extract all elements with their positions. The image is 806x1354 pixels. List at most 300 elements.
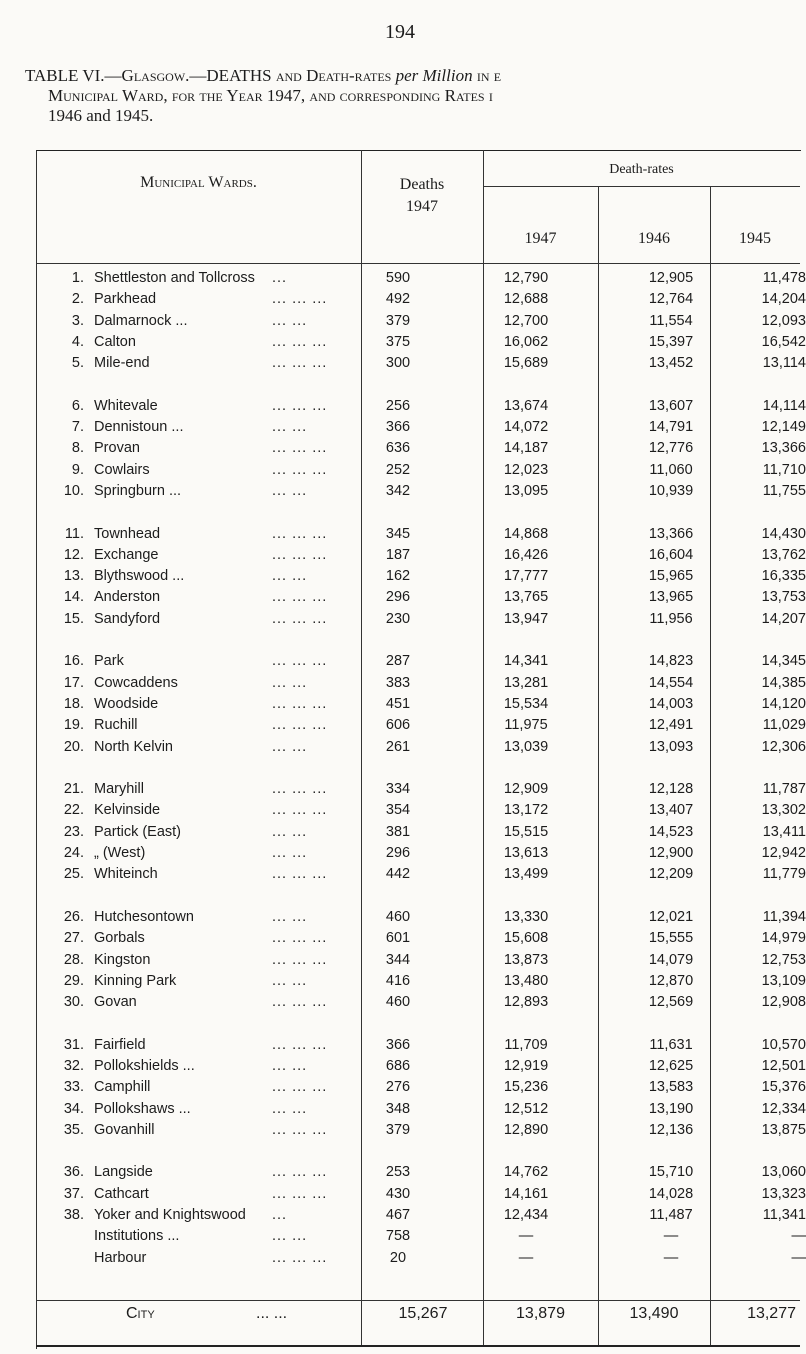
rate-1945: 14,385 <box>761 674 806 691</box>
table-row <box>36 524 806 545</box>
deaths-1947: 467 <box>385 1207 411 1224</box>
header-rule <box>36 263 800 264</box>
ward-name <box>50 717 370 733</box>
rate-1947: 17,777 <box>503 568 549 585</box>
table-row <box>36 609 806 630</box>
ward-number: 36. <box>63 1164 84 1181</box>
rate-1947: 14,187 <box>503 440 549 457</box>
ward-number: 4. <box>71 333 84 350</box>
rate-1945: 13,366 <box>761 440 806 457</box>
header-deaths-year: 1947 <box>406 198 438 215</box>
ward-label: Provan <box>94 440 140 457</box>
ward-name <box>50 973 370 989</box>
ward-name <box>50 1207 370 1223</box>
rate-1946: 15,965 <box>648 568 694 585</box>
leader-dots: ... ... ... <box>272 355 328 372</box>
table-row <box>36 460 806 481</box>
deaths-1947: 636 <box>385 440 411 457</box>
leader-dots: ... ... <box>272 972 308 989</box>
rate-1947: 12,700 <box>503 312 549 329</box>
leader-dots: ... ... <box>272 674 308 691</box>
ward-label: Ruchill <box>94 717 138 734</box>
rate-1945: 11,787 <box>762 781 806 798</box>
table-row <box>36 779 806 800</box>
rate-1946: 11,956 <box>649 610 693 627</box>
ward-number: 37. <box>63 1185 84 1202</box>
ward-number: 24. <box>63 845 84 862</box>
rate-1945: 13,302 <box>761 802 806 819</box>
ward-number: 11. <box>64 525 84 542</box>
leader-dots: ... ... ... <box>272 397 328 414</box>
rate-1947: 12,909 <box>503 781 549 798</box>
rate-1947: — <box>518 1249 534 1266</box>
leader-dots: ... ... ... <box>272 1079 328 1096</box>
ward-name <box>50 930 370 946</box>
title-line-1: TABLE VI.—Glasgow.—DEATHS and Death-rates per Million in e <box>25 66 502 85</box>
leader-dots: ... ... ... <box>272 695 328 712</box>
rate-1947: 12,890 <box>503 1121 549 1138</box>
ward-number: 16. <box>63 653 84 670</box>
ward-label: Harbour <box>94 1249 147 1266</box>
table-row <box>36 822 806 843</box>
ward-label: Institutions ... <box>94 1228 180 1245</box>
table-row <box>36 1226 806 1247</box>
ward-label: Townhead <box>94 525 161 542</box>
ward-name <box>50 547 370 563</box>
deaths-1947: 375 <box>385 333 411 350</box>
leader-dots: ... ... ... <box>272 461 328 478</box>
ward-name <box>50 270 370 286</box>
rate-1945: 15,376 <box>761 1079 806 1096</box>
rate-1947: 13,095 <box>503 482 549 499</box>
rate-1945: 16,335 <box>761 568 806 585</box>
ward-number: 10. <box>63 482 84 499</box>
rate-1946: 14,823 <box>648 653 694 670</box>
deaths-1947: 430 <box>385 1185 411 1202</box>
ward-label: Shettleston and Tollcross <box>94 270 255 286</box>
deaths-1947: 379 <box>385 1121 411 1138</box>
table-row <box>36 481 806 502</box>
ward-label: Gorbals <box>94 930 145 947</box>
deaths-1947: 758 <box>385 1228 411 1245</box>
title-line-3: 1946 and 1945. <box>48 106 154 125</box>
table-row <box>36 907 806 928</box>
rates-group-rule <box>483 186 800 187</box>
deaths-1947: 287 <box>385 653 411 670</box>
leader-dots: ... ... ... <box>272 951 328 968</box>
ward-number: 19. <box>63 717 84 734</box>
total-deaths: 15,267 <box>398 1305 448 1322</box>
ward-number: 30. <box>63 994 84 1011</box>
rate-1946: 12,900 <box>648 845 694 862</box>
rate-1946: 11,060 <box>649 461 693 478</box>
rate-1946: 15,397 <box>648 333 694 350</box>
ward-number: 28. <box>63 951 84 968</box>
ward-label: „ (West) <box>94 845 146 862</box>
deaths-1947: 334 <box>385 781 411 798</box>
rate-1947: 15,534 <box>503 695 549 712</box>
total-rate-1947: 13,879 <box>516 1305 565 1322</box>
ward-number: 17. <box>63 674 84 691</box>
ward-number: 13. <box>63 568 84 585</box>
rate-1945: 11,029 <box>762 717 806 734</box>
rate-1945: 14,345 <box>761 653 806 670</box>
leader-dots: ... ... ... <box>272 1249 328 1266</box>
ward-name <box>50 1228 370 1244</box>
table-row <box>36 928 806 949</box>
rate-1945: 14,204 <box>761 291 806 308</box>
rate-1947: 13,330 <box>503 908 549 925</box>
rate-1945: 13,762 <box>761 546 806 563</box>
rate-1947: 12,512 <box>503 1100 549 1117</box>
deaths-1947: 451 <box>385 695 411 712</box>
ward-number: 33. <box>63 1079 84 1096</box>
leader-dots: ... ... ... <box>272 781 328 798</box>
ward-name <box>50 334 370 350</box>
table-row <box>36 1184 806 1205</box>
rate-1946: 14,028 <box>648 1185 694 1202</box>
rate-1946: 13,190 <box>648 1100 694 1117</box>
rate-1946: 13,366 <box>648 525 694 542</box>
rate-1945: 13,411 <box>762 823 806 840</box>
deaths-1947: 460 <box>385 994 411 1011</box>
page-number: 194 <box>385 21 415 43</box>
ward-number: 23. <box>63 823 84 840</box>
rate-1946: 13,607 <box>648 397 694 414</box>
rate-1947: 12,688 <box>503 291 549 308</box>
bottom-rule <box>36 1345 800 1347</box>
rate-1945: 13,323 <box>761 1185 806 1202</box>
ward-label: Cathcart <box>94 1185 149 1202</box>
rate-1946: 13,093 <box>648 738 694 755</box>
ward-label: Maryhill <box>94 781 144 798</box>
table-row <box>36 545 806 566</box>
rate-1946: 16,604 <box>648 546 694 563</box>
rate-1947: 13,765 <box>503 589 549 606</box>
leader-dots: ... ... <box>272 1228 308 1245</box>
ward-name <box>50 526 370 542</box>
ward-name <box>50 483 370 499</box>
ward-name <box>50 824 370 840</box>
table-row <box>36 1162 806 1183</box>
rate-1947: 13,480 <box>503 972 549 989</box>
table-row <box>36 651 806 672</box>
table-row <box>36 1035 806 1056</box>
rate-1946: 15,710 <box>648 1164 694 1181</box>
header-deaths: Deaths <box>399 176 445 193</box>
leader-dots: ... ... <box>272 419 308 436</box>
ward-number: 25. <box>63 866 84 883</box>
rate-1946: 12,870 <box>648 972 694 989</box>
ward-label: Dalmarnock ... <box>94 312 188 329</box>
deaths-1947: 460 <box>385 908 411 925</box>
deaths-1947: 442 <box>385 866 411 883</box>
table-row <box>36 396 806 417</box>
rate-1945: 11,710 <box>762 461 806 478</box>
leader-dots: ... ... <box>272 482 308 499</box>
ward-number: 1. <box>71 270 84 286</box>
ward-name <box>50 653 370 669</box>
ward-name <box>50 1186 370 1202</box>
ward-number: 2. <box>71 291 84 308</box>
ward-name <box>50 398 370 414</box>
ward-label: Kelvinside <box>94 802 161 819</box>
ward-number: 6. <box>71 397 84 414</box>
ward-label: Park <box>94 653 124 670</box>
leader-dots: ... ... ... <box>272 994 328 1011</box>
rate-1946: 11,631 <box>649 1036 693 1053</box>
total-rate-1945: 13,277 <box>747 1305 796 1322</box>
ward-number: 7. <box>71 419 84 436</box>
leader-dots: ... ... <box>272 908 308 925</box>
rate-1945: 14,430 <box>761 525 806 542</box>
table-row <box>36 353 806 374</box>
rate-1947: 16,062 <box>503 333 549 350</box>
rate-1946: 12,128 <box>648 781 694 798</box>
ward-name <box>50 440 370 456</box>
ward-number: 35. <box>63 1121 84 1138</box>
rate-1947: 12,023 <box>503 461 549 478</box>
rate-1947: 11,709 <box>504 1036 548 1053</box>
ward-name <box>50 696 370 712</box>
deaths-1947: 345 <box>385 525 411 542</box>
leader-dots: ... ... ... <box>272 653 328 670</box>
rate-1946: 14,523 <box>648 823 694 840</box>
deaths-1947: 276 <box>385 1079 411 1096</box>
ward-name <box>50 291 370 307</box>
rate-1947: 13,039 <box>503 738 549 755</box>
rate-1946: 13,965 <box>648 589 694 606</box>
header-rate-1946: 1946 <box>638 230 670 247</box>
rate-1947: — <box>518 1228 534 1245</box>
rate-1947: 14,341 <box>503 653 549 670</box>
ward-name <box>50 419 370 435</box>
rate-1947: 12,434 <box>503 1207 549 1224</box>
ward-number: 3. <box>71 312 84 329</box>
deaths-1947: 342 <box>385 482 411 499</box>
rate-1946: 12,491 <box>648 717 694 734</box>
rate-1946: 13,407 <box>648 802 694 819</box>
rate-1947: 12,919 <box>503 1057 549 1074</box>
ward-number: 9. <box>71 461 84 478</box>
header-wards: Municipal Wards. <box>140 174 257 191</box>
ward-name <box>50 1250 370 1266</box>
rate-1947: 15,515 <box>503 823 549 840</box>
leader-dots: ... ... ... <box>272 930 328 947</box>
rate-1945: 13,753 <box>761 589 806 606</box>
ward-name <box>50 675 370 691</box>
deaths-1947: 20 <box>389 1249 407 1266</box>
rate-1946: 14,554 <box>648 674 694 691</box>
deaths-1947: 601 <box>385 930 411 947</box>
ward-label: Parkhead <box>94 291 157 308</box>
rate-1946: 14,791 <box>648 419 694 436</box>
deaths-1947: 230 <box>385 610 411 627</box>
rate-1945: 13,875 <box>761 1121 806 1138</box>
rate-1945: 11,779 <box>762 866 806 883</box>
rate-1945: 14,114 <box>762 397 806 414</box>
ward-number: 27. <box>63 930 84 947</box>
ward-label: Calton <box>94 333 136 350</box>
ward-number: 15. <box>63 610 84 627</box>
rate-1945: 14,979 <box>761 930 806 947</box>
ward-label: Cowlairs <box>94 461 150 478</box>
leader-dots: ... ... ... <box>272 333 328 350</box>
ward-name <box>50 952 370 968</box>
rate-1946: 12,136 <box>648 1121 694 1138</box>
ward-name <box>50 1122 370 1138</box>
ward-number: 26. <box>63 908 84 925</box>
table-row <box>36 1077 806 1098</box>
ward-number: 29. <box>63 972 84 989</box>
deaths-1947: 381 <box>385 823 411 840</box>
ward-label: Pollokshields ... <box>94 1057 195 1074</box>
header-rates-group: Death-rates <box>609 162 674 177</box>
rate-1946: 15,555 <box>648 930 694 947</box>
ward-name <box>50 1164 370 1180</box>
ward-label: Whitevale <box>94 397 158 414</box>
table-row <box>36 268 806 289</box>
title-line-2: Municipal Ward, for the Year 1947, and corresponding Rates i <box>48 86 493 105</box>
ward-name <box>50 355 370 371</box>
leader-dots: ... ... <box>272 738 308 755</box>
ward-name <box>50 739 370 755</box>
table-row <box>36 694 806 715</box>
leader-dots: ... ... ... <box>272 866 328 883</box>
rate-1946: 12,569 <box>648 994 694 1011</box>
ward-label: Mile-end <box>94 355 150 372</box>
leader-dots: ... ... ... <box>272 1121 328 1138</box>
ward-number: 38. <box>63 1207 84 1224</box>
rate-1947: 13,613 <box>503 845 549 862</box>
table-row <box>36 737 806 758</box>
ward-label: Govanhill <box>94 1121 155 1138</box>
table-row <box>36 438 806 459</box>
ward-label: Cowcaddens <box>94 674 178 691</box>
ward-label: Exchange <box>94 546 159 563</box>
ward-label: Kinning Park <box>94 972 177 989</box>
header-rate-1947: 1947 <box>524 230 557 247</box>
ward-name <box>50 1058 370 1074</box>
ward-number: 8. <box>71 440 84 457</box>
deaths-1947: 187 <box>385 546 411 563</box>
leader-dots: ... ... ... <box>272 1164 328 1181</box>
deaths-1947: 686 <box>385 1057 411 1074</box>
table-title <box>25 66 800 126</box>
ward-name <box>50 1079 370 1095</box>
rate-1945: 16,542 <box>761 333 806 350</box>
ward-label: Woodside <box>94 695 159 712</box>
rate-1947: 13,674 <box>503 397 549 414</box>
table-row <box>36 311 806 332</box>
ward-name <box>50 589 370 605</box>
rate-1947: 13,172 <box>503 802 549 819</box>
table-row <box>36 1056 806 1077</box>
rate-1947: 13,873 <box>503 951 549 968</box>
deaths-1947: 366 <box>385 1036 411 1053</box>
ward-number: 31. <box>63 1036 84 1053</box>
header-rate-1945: 1945 <box>739 230 771 247</box>
table-row <box>36 332 806 353</box>
rate-1946: 10,939 <box>648 482 694 499</box>
rate-1947: 14,762 <box>503 1164 549 1181</box>
ward-label: Pollokshaws ... <box>94 1100 191 1117</box>
deaths-1947: 256 <box>385 397 411 414</box>
ward-label: Sandyford <box>94 610 161 627</box>
rate-1945: 12,908 <box>761 994 806 1011</box>
deaths-1947: 253 <box>385 1164 411 1181</box>
leader-dots: ... ... ... <box>272 1185 328 1202</box>
rate-1947: 13,947 <box>503 610 549 627</box>
rate-1945: 11,341 <box>762 1207 806 1224</box>
rate-1946: 14,003 <box>648 695 694 712</box>
rate-1947: 14,868 <box>503 525 549 542</box>
ward-number: 21. <box>63 781 84 798</box>
ward-rows <box>36 268 806 1269</box>
rate-1945: 11,394 <box>762 908 806 925</box>
rate-1945: — <box>791 1249 806 1266</box>
table-row <box>36 1099 806 1120</box>
rate-1945: 12,306 <box>761 738 806 755</box>
rate-1947: 14,161 <box>503 1185 549 1202</box>
rate-1945: 13,060 <box>761 1164 806 1181</box>
table-row <box>36 587 806 608</box>
rate-1947: 12,790 <box>503 270 549 286</box>
total-label: City <box>126 1305 155 1322</box>
deaths-1947: 366 <box>385 419 411 436</box>
ward-number: 5. <box>71 355 84 372</box>
ward-name <box>50 568 370 584</box>
rate-1946: 11,487 <box>649 1207 693 1224</box>
deaths-1947: 296 <box>385 845 411 862</box>
ward-label: Kingston <box>94 951 151 968</box>
leader-dots: ... ... <box>272 823 308 840</box>
rate-1946: 14,079 <box>648 951 694 968</box>
rate-1945: — <box>791 1228 806 1245</box>
ward-label: Camphill <box>94 1079 151 1096</box>
ward-name <box>50 1101 370 1117</box>
ward-name <box>50 909 370 925</box>
rate-1945: 12,093 <box>761 312 806 329</box>
rate-1945: 12,753 <box>761 951 806 968</box>
rate-1947: 13,499 <box>503 866 549 883</box>
ward-name <box>50 1037 370 1053</box>
total-row <box>36 1300 800 1330</box>
table-row <box>36 289 806 310</box>
rate-1946: 13,583 <box>648 1079 694 1096</box>
ward-name <box>50 611 370 627</box>
ward-name <box>50 781 370 797</box>
ward-number: 20. <box>63 738 84 755</box>
rate-1946: 12,905 <box>648 270 694 286</box>
leader-dots: ... ... ... <box>272 717 328 734</box>
table-row <box>36 950 806 971</box>
rate-1946: 11,554 <box>649 312 693 329</box>
rate-1945: 12,334 <box>761 1100 806 1117</box>
ward-number: 18. <box>63 695 84 712</box>
leader-dots: ... ... ... <box>272 440 328 457</box>
rate-1947: 14,072 <box>503 419 549 436</box>
leader-dots: ... ... ... <box>272 546 328 563</box>
ward-label: Whiteinch <box>94 866 158 883</box>
rate-1947: 13,281 <box>503 674 549 691</box>
ward-name <box>50 313 370 329</box>
leader-dots: ... ... ... <box>272 802 328 819</box>
leader-dots: ... ... ... <box>272 589 328 606</box>
rate-1946: 12,776 <box>648 440 694 457</box>
ward-label: Langside <box>94 1164 153 1181</box>
rate-1946: — <box>663 1249 679 1266</box>
